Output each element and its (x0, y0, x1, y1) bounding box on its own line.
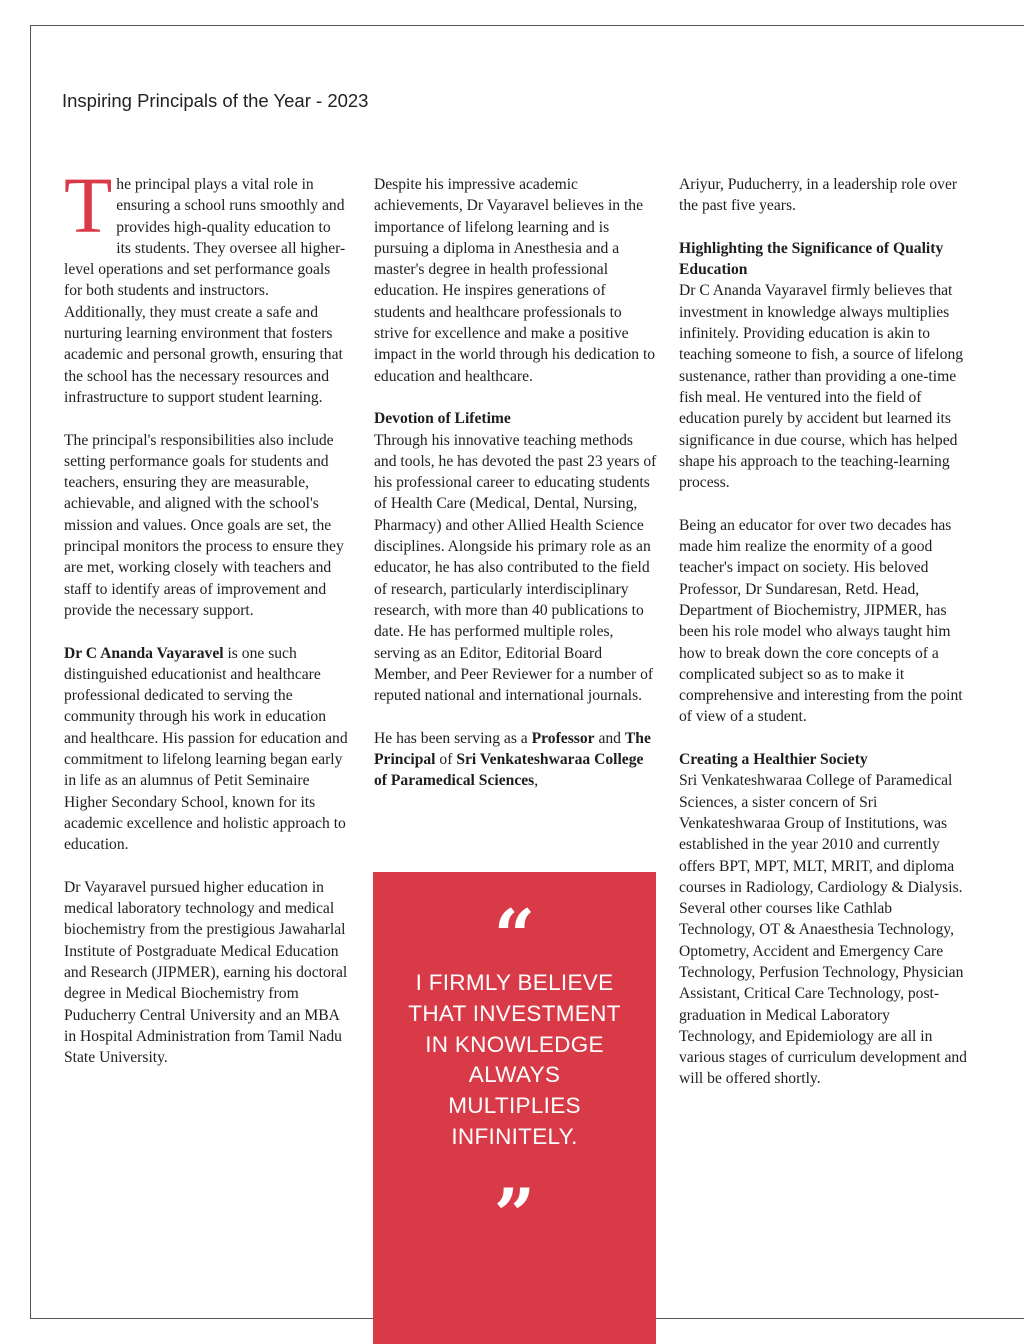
person-name: Dr C Ananda Vayaravel (64, 644, 224, 662)
drop-cap: T (64, 163, 113, 250)
profile-text: is one such distinguished educationist and healthcare professional dedicated to serving the community through his work in education and healthcare. His passion for education and commitment to lifelong learning began early in life as an alumnus of Petit Seminaire Higher Secondary School, known for its academic excellence and holistic approach to education. (64, 644, 348, 854)
role-title-principal: The Principal (374, 729, 651, 769)
role-text-2: and (594, 729, 625, 747)
article-column-3 (679, 174, 969, 1090)
section-heading-devotion: Devotion of Lifetime (374, 410, 511, 428)
intro-paragraph (64, 163, 348, 408)
role-text-3: of (435, 751, 457, 769)
pull-quote-box (373, 872, 656, 1344)
pull-quote-text: I FIRMLY BELIEVE THAT INVESTMENT IN KNOWLEDGE ALWAYS MULTIPLIES INFINITELY. (408, 970, 621, 1149)
education-paragraph: Dr Vayaravel pursued higher education in medical laboratory technology and medical biochemistry from the prestigious Jawaharlal Institute of Postgraduate Medical Education and Research (JIPMER), earning his doctoral degree in Medical Biochemistry from Puducherry Central University and an MBA in Hospital Administration from Tamil Nadu State University. (64, 878, 348, 1067)
role-title-professor: Professor (531, 729, 595, 747)
article-column-1 (64, 163, 348, 1068)
role-text-4: , (534, 772, 539, 790)
leadership-paragraph: Ariyur, Puducherry, in a leadership role over the past five years. (679, 176, 958, 215)
role-paragraph (374, 728, 658, 792)
college-name: Sri Venkateshwaraa College of Paramedical Sciences (374, 751, 644, 790)
responsibilities-paragraph: The principal's responsibilities also include setting performance goals for students and teachers, ensuring they are measurable, achievable, and aligned with the school's mission and values. Once goals are set, the principal monitors the process to ensure they are met, working closely with teachers and staff to identify areas of improvement and provide the necessary support. (64, 431, 344, 619)
section-heading-quality-education: Highlighting the Significance of Quality Education (679, 239, 944, 279)
educator-paragraph: Being an educator for over two decades has made him realize the enormity of a good teacher's impact on society. His beloved Professor, Dr Sundaresan, Retd. Head, Department of Biochemistry, JIPMER, has been his role model who always taught him how to break down the core concepts of a complicated subject so as to make it comprehensive and interesting from the point of view of a student. (679, 516, 963, 726)
role-text-1: He has been serving as a (374, 729, 532, 747)
devotion-paragraph: Through his innovative teaching methods and tools, he has devoted the past 23 years of his professional career to educating students of Health Care (Medical, Dental, Nursing, Pharmacy) and other Allied Health Science disciplines. Alongside his primary role as an educator, he has also contributed to the field of research, particularly interdisciplinary research, with more than 40 publications to date. He has performed multiple roles, serving as an Editor, Editorial Board Member, and Peer Reviewer for a number of reputed national and international journals. (374, 431, 657, 705)
intro-text: he principal plays a vital role in ensuring a school runs smoothly and provides high-quality education to its students. They oversee all higher-level operations and set performance goals for both students and instructors. Additionally, they must create a safe and nurturing learning environment that fosters academic and personal growth, ensuring that the school has the necessary resources and infrastructure to support student learning. (64, 176, 346, 406)
lifelong-learning-paragraph: Despite his impressive academic achievements, Dr Vayaravel believes in the importance of lifelong learning and is pursuing a diploma in Anesthesia and a master's degree in health professional education. He inspires generations of students and healthcare professionals to strive for excellence and make a positive impact in the world through his dedication to education and healthcare. (374, 176, 656, 385)
close-quote-icon: ” (493, 1172, 536, 1257)
profile-paragraph (64, 643, 348, 856)
running-header: Inspiring Principals of the Year - 2023 (62, 90, 369, 111)
page-frame-left-rule (30, 25, 31, 1319)
open-quote-icon: “ (493, 893, 536, 978)
quality-education-paragraph: Dr C Ananda Vayaravel firmly believes that investment in knowledge always multiplies infinitely. Providing education is akin to teaching someone to fish, a source of lifelong sustenance, rather than providing a one-time fish meal. He ventured into the field of education purely by accident but learned its significance in due course, which has helped shape his approach to the teaching-learning process. (679, 282, 964, 492)
college-paragraph: Sri Venkateshwaraa College of Paramedical Sciences, a sister concern of Sri Venkateshwaraa Group of Institutions, was established in the year 2010 and currently offers BPT, MPT, MLT, MRIT, and diploma courses in Radiology, Cardiology & Dialysis. Several other courses like Cathlab Technology, OT & Anaesthesia Technology, Optometry, Accident and Emergency Care Technology, Perfusion Technology, Physician Assistant, Critical Care Technology, post-graduation in Medical Laboratory Technology, and Epidemiology are all in various stages of curriculum development and will be offered shortly. (679, 772, 967, 1088)
section-heading-healthier-society: Creating a Healthier Society (679, 751, 868, 769)
article-column-2 (374, 174, 658, 792)
page-frame-top-rule (30, 25, 1024, 26)
